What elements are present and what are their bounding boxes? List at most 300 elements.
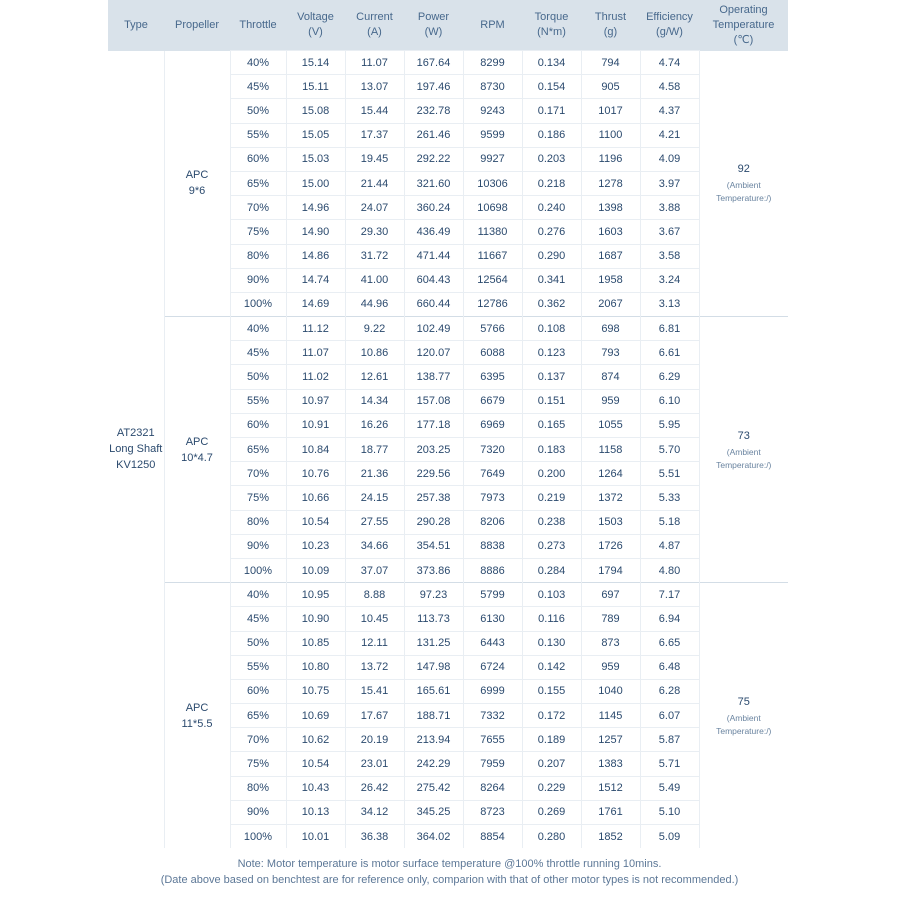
rpm-cell: 5799 [463, 583, 522, 607]
torque-cell: 0.116 [522, 607, 581, 631]
power-cell: 203.25 [404, 438, 463, 462]
motor-type-line: KV1250 [116, 459, 156, 472]
thrust-cell: 873 [581, 631, 640, 655]
rpm-cell: 6999 [463, 679, 522, 703]
efficiency-cell: 3.67 [640, 220, 699, 244]
power-cell: 102.49 [404, 317, 463, 341]
power-cell: 232.78 [404, 99, 463, 123]
voltage-cell: 10.95 [286, 583, 345, 607]
power-cell: 436.49 [404, 220, 463, 244]
header-type: Type [108, 0, 164, 51]
thrust-cell: 1512 [581, 776, 640, 800]
torque-cell: 0.103 [522, 583, 581, 607]
current-cell: 31.72 [345, 244, 404, 268]
thrust-cell: 905 [581, 75, 640, 99]
current-cell: 24.15 [345, 486, 404, 510]
rpm-cell: 7973 [463, 486, 522, 510]
throttle-cell: 55% [230, 655, 286, 679]
rpm-cell: 10306 [463, 171, 522, 195]
propeller-line: 9*6 [188, 185, 206, 198]
table-row [108, 51, 788, 75]
thrust-cell: 1852 [581, 825, 640, 849]
current-cell: 12.11 [345, 631, 404, 655]
propeller-line: APC [185, 435, 209, 448]
efficiency-cell: 6.81 [640, 317, 699, 341]
throttle-cell: 50% [230, 365, 286, 389]
motor-type-line: AT2321 [116, 427, 155, 440]
rpm-cell: 8730 [463, 75, 522, 99]
current-cell: 34.66 [345, 534, 404, 558]
rpm-cell: 8264 [463, 776, 522, 800]
voltage-cell: 14.74 [286, 268, 345, 292]
current-cell: 20.19 [345, 728, 404, 752]
note-line-1: Note: Motor temperature is motor surface temperature @100% throttle running 10mins. [237, 858, 662, 870]
thrust-cell: 1687 [581, 244, 640, 268]
throttle-cell: 65% [230, 438, 286, 462]
temperature-value: 75 [737, 695, 750, 708]
thrust-cell: 697 [581, 583, 640, 607]
current-cell: 14.34 [345, 389, 404, 413]
voltage-cell: 10.54 [286, 510, 345, 534]
rpm-cell: 10698 [463, 196, 522, 220]
throttle-cell: 70% [230, 462, 286, 486]
throttle-cell: 65% [230, 171, 286, 195]
efficiency-cell: 3.24 [640, 268, 699, 292]
rpm-cell: 8206 [463, 510, 522, 534]
thrust-cell: 1055 [581, 413, 640, 437]
propeller-line: APC [185, 169, 209, 182]
throttle-cell: 75% [230, 220, 286, 244]
power-cell: 213.94 [404, 728, 463, 752]
current-cell: 15.41 [345, 679, 404, 703]
efficiency-cell: 6.07 [640, 704, 699, 728]
throttle-cell: 60% [230, 147, 286, 171]
header-throttle: Throttle [230, 0, 286, 51]
efficiency-cell: 5.95 [640, 413, 699, 437]
torque-cell: 0.280 [522, 825, 581, 849]
torque-cell: 0.189 [522, 728, 581, 752]
torque-cell: 0.219 [522, 486, 581, 510]
power-cell: 229.56 [404, 462, 463, 486]
voltage-cell: 15.05 [286, 123, 345, 147]
torque-cell: 0.341 [522, 268, 581, 292]
voltage-cell: 15.00 [286, 171, 345, 195]
efficiency-cell: 6.29 [640, 365, 699, 389]
torque-cell: 0.362 [522, 292, 581, 316]
rpm-cell: 8299 [463, 51, 522, 75]
rpm-cell: 7332 [463, 704, 522, 728]
throttle-cell: 90% [230, 534, 286, 558]
thrust-cell: 1761 [581, 800, 640, 824]
thrust-cell: 1383 [581, 752, 640, 776]
thrust-cell: 789 [581, 607, 640, 631]
throttle-cell: 40% [230, 51, 286, 75]
torque-cell: 0.290 [522, 244, 581, 268]
header-temperature: Operating Temperature (℃) [699, 0, 788, 51]
propeller-line: APC [185, 701, 209, 714]
current-cell: 37.07 [345, 558, 404, 582]
current-cell: 34.12 [345, 800, 404, 824]
efficiency-cell: 7.17 [640, 583, 699, 607]
current-cell: 12.61 [345, 365, 404, 389]
temperature-note: (Ambient [726, 712, 761, 723]
temperature-note: (Ambient [726, 446, 761, 457]
voltage-cell: 10.13 [286, 800, 345, 824]
torque-cell: 0.203 [522, 147, 581, 171]
notes [108, 856, 791, 888]
efficiency-cell: 4.74 [640, 51, 699, 75]
torque-cell: 0.284 [522, 558, 581, 582]
thrust-cell: 1100 [581, 123, 640, 147]
header-thrust: Thrust (g) [581, 0, 640, 51]
throttle-cell: 55% [230, 389, 286, 413]
rpm-cell: 6679 [463, 389, 522, 413]
voltage-cell: 14.90 [286, 220, 345, 244]
throttle-cell: 70% [230, 728, 286, 752]
rpm-cell: 11380 [463, 220, 522, 244]
thrust-cell: 793 [581, 341, 640, 365]
rpm-cell: 6969 [463, 413, 522, 437]
current-cell: 16.26 [345, 413, 404, 437]
efficiency-cell: 3.88 [640, 196, 699, 220]
throttle-cell: 100% [230, 825, 286, 849]
voltage-cell: 14.96 [286, 196, 345, 220]
thrust-cell: 1017 [581, 99, 640, 123]
header-current: Current (A) [345, 0, 404, 51]
rpm-cell: 5766 [463, 317, 522, 341]
efficiency-cell: 6.10 [640, 389, 699, 413]
power-cell: 354.51 [404, 534, 463, 558]
power-cell: 147.98 [404, 655, 463, 679]
current-cell: 44.96 [345, 292, 404, 316]
power-cell: 242.29 [404, 752, 463, 776]
current-cell: 17.37 [345, 123, 404, 147]
efficiency-cell: 6.48 [640, 655, 699, 679]
efficiency-cell: 4.87 [640, 534, 699, 558]
propeller-cell [164, 583, 230, 849]
torque-cell: 0.154 [522, 75, 581, 99]
power-cell: 188.71 [404, 704, 463, 728]
power-cell: 165.61 [404, 679, 463, 703]
throttle-cell: 65% [230, 704, 286, 728]
rpm-cell: 7959 [463, 752, 522, 776]
thrust-cell: 1398 [581, 196, 640, 220]
torque-cell: 0.172 [522, 704, 581, 728]
throttle-cell: 50% [230, 99, 286, 123]
efficiency-cell: 6.65 [640, 631, 699, 655]
propeller-line: 10*4.7 [181, 451, 213, 464]
rpm-cell: 6130 [463, 607, 522, 631]
efficiency-cell: 6.94 [640, 607, 699, 631]
power-cell: 167.64 [404, 51, 463, 75]
torque-cell: 0.229 [522, 776, 581, 800]
thrust-cell: 1196 [581, 147, 640, 171]
torque-cell: 0.200 [522, 462, 581, 486]
note-line-2: (Date above based on benchtest are for reference only, comparion with that of other motor types is not recommended.) [160, 874, 739, 886]
voltage-cell: 10.84 [286, 438, 345, 462]
rpm-cell: 12564 [463, 268, 522, 292]
voltage-cell: 10.69 [286, 704, 345, 728]
power-cell: 604.43 [404, 268, 463, 292]
voltage-cell: 10.91 [286, 413, 345, 437]
efficiency-cell: 4.80 [640, 558, 699, 582]
throttle-cell: 90% [230, 800, 286, 824]
voltage-cell: 10.54 [286, 752, 345, 776]
current-cell: 10.45 [345, 607, 404, 631]
voltage-cell: 15.03 [286, 147, 345, 171]
torque-cell: 0.276 [522, 220, 581, 244]
rpm-cell: 6724 [463, 655, 522, 679]
current-cell: 23.01 [345, 752, 404, 776]
rpm-cell: 9599 [463, 123, 522, 147]
efficiency-cell: 5.18 [640, 510, 699, 534]
thrust-cell: 794 [581, 51, 640, 75]
efficiency-cell: 5.09 [640, 825, 699, 849]
temperature-cell [699, 51, 788, 317]
rpm-cell: 12786 [463, 292, 522, 316]
efficiency-cell: 5.87 [640, 728, 699, 752]
thrust-cell: 1794 [581, 558, 640, 582]
motor-type-line: Long Shaft [109, 443, 163, 456]
thrust-cell: 1726 [581, 534, 640, 558]
current-cell: 27.55 [345, 510, 404, 534]
throttle-cell: 40% [230, 317, 286, 341]
rpm-cell: 6395 [463, 365, 522, 389]
torque-cell: 0.186 [522, 123, 581, 147]
current-cell: 15.44 [345, 99, 404, 123]
temperature-value: 73 [737, 429, 750, 442]
current-cell: 13.07 [345, 75, 404, 99]
torque-cell: 0.137 [522, 365, 581, 389]
propeller-cell [164, 51, 230, 317]
thrust-cell: 1264 [581, 462, 640, 486]
motor-spec-table [108, 0, 788, 848]
header-efficiency: Efficiency (g/W) [640, 0, 699, 51]
thrust-cell: 959 [581, 389, 640, 413]
temperature-value: 92 [737, 163, 750, 176]
current-cell: 17.67 [345, 704, 404, 728]
current-cell: 41.00 [345, 268, 404, 292]
header-power: Power (W) [404, 0, 463, 51]
thrust-cell: 959 [581, 655, 640, 679]
torque-cell: 0.155 [522, 679, 581, 703]
power-cell: 257.38 [404, 486, 463, 510]
throttle-cell: 45% [230, 75, 286, 99]
thrust-cell: 1158 [581, 438, 640, 462]
rpm-cell: 9927 [463, 147, 522, 171]
torque-cell: 0.142 [522, 655, 581, 679]
torque-cell: 0.240 [522, 196, 581, 220]
header-rpm: RPM [463, 0, 522, 51]
temperature-note: Temperature:/) [716, 193, 772, 204]
voltage-cell: 11.12 [286, 317, 345, 341]
thrust-cell: 1145 [581, 704, 640, 728]
torque-cell: 0.165 [522, 413, 581, 437]
throttle-cell: 100% [230, 292, 286, 316]
current-cell: 26.42 [345, 776, 404, 800]
torque-cell: 0.183 [522, 438, 581, 462]
propeller-cell [164, 317, 230, 583]
power-cell: 360.24 [404, 196, 463, 220]
temperature-note: Temperature:/) [716, 725, 772, 736]
efficiency-cell: 3.97 [640, 171, 699, 195]
rpm-cell: 6443 [463, 631, 522, 655]
propeller-line: 11*5.5 [181, 717, 213, 730]
power-cell: 292.22 [404, 147, 463, 171]
current-cell: 9.22 [345, 317, 404, 341]
voltage-cell: 14.69 [286, 292, 345, 316]
power-cell: 197.46 [404, 75, 463, 99]
throttle-cell: 80% [230, 776, 286, 800]
thrust-cell: 1372 [581, 486, 640, 510]
current-cell: 21.36 [345, 462, 404, 486]
rpm-cell: 8723 [463, 800, 522, 824]
throttle-cell: 75% [230, 486, 286, 510]
torque-cell: 0.207 [522, 752, 581, 776]
current-cell: 13.72 [345, 655, 404, 679]
thrust-cell: 1257 [581, 728, 640, 752]
torque-cell: 0.108 [522, 317, 581, 341]
current-cell: 36.38 [345, 825, 404, 849]
voltage-cell: 10.76 [286, 462, 345, 486]
efficiency-cell: 6.61 [640, 341, 699, 365]
throttle-cell: 50% [230, 631, 286, 655]
thrust-cell: 2067 [581, 292, 640, 316]
throttle-cell: 100% [230, 558, 286, 582]
power-cell: 660.44 [404, 292, 463, 316]
efficiency-cell: 5.33 [640, 486, 699, 510]
thrust-cell: 698 [581, 317, 640, 341]
header-torque: Torque (N*m) [522, 0, 581, 51]
torque-cell: 0.123 [522, 341, 581, 365]
throttle-cell: 60% [230, 679, 286, 703]
voltage-cell: 10.62 [286, 728, 345, 752]
efficiency-cell: 6.28 [640, 679, 699, 703]
rpm-cell: 7649 [463, 462, 522, 486]
rpm-cell: 9243 [463, 99, 522, 123]
efficiency-cell: 5.70 [640, 438, 699, 462]
thrust-cell: 1040 [581, 679, 640, 703]
efficiency-cell: 5.51 [640, 462, 699, 486]
header-propeller: Propeller [164, 0, 230, 51]
thrust-cell: 1503 [581, 510, 640, 534]
power-cell: 290.28 [404, 510, 463, 534]
voltage-cell: 10.97 [286, 389, 345, 413]
torque-cell: 0.238 [522, 510, 581, 534]
voltage-cell: 15.08 [286, 99, 345, 123]
power-cell: 138.77 [404, 365, 463, 389]
torque-cell: 0.130 [522, 631, 581, 655]
temperature-cell [699, 583, 788, 849]
voltage-cell: 10.66 [286, 486, 345, 510]
header-voltage: Voltage (V) [286, 0, 345, 51]
power-cell: 261.46 [404, 123, 463, 147]
thrust-cell: 1958 [581, 268, 640, 292]
thrust-cell: 1603 [581, 220, 640, 244]
power-cell: 113.73 [404, 607, 463, 631]
voltage-cell: 15.11 [286, 75, 345, 99]
power-cell: 471.44 [404, 244, 463, 268]
torque-cell: 0.218 [522, 171, 581, 195]
voltage-cell: 10.09 [286, 558, 345, 582]
table-body [108, 51, 788, 849]
efficiency-cell: 4.09 [640, 147, 699, 171]
thrust-cell: 1278 [581, 171, 640, 195]
table-row [108, 317, 788, 341]
current-cell: 18.77 [345, 438, 404, 462]
throttle-cell: 45% [230, 607, 286, 631]
thrust-cell: 874 [581, 365, 640, 389]
temperature-cell [699, 317, 788, 583]
current-cell: 10.86 [345, 341, 404, 365]
efficiency-cell: 3.13 [640, 292, 699, 316]
power-cell: 97.23 [404, 583, 463, 607]
temperature-note: (Ambient [726, 180, 761, 191]
torque-cell: 0.151 [522, 389, 581, 413]
current-cell: 11.07 [345, 51, 404, 75]
power-cell: 177.18 [404, 413, 463, 437]
voltage-cell: 10.23 [286, 534, 345, 558]
current-cell: 24.07 [345, 196, 404, 220]
rpm-cell: 8854 [463, 825, 522, 849]
voltage-cell: 10.85 [286, 631, 345, 655]
power-cell: 373.86 [404, 558, 463, 582]
rpm-cell: 7655 [463, 728, 522, 752]
rpm-cell: 8886 [463, 558, 522, 582]
throttle-cell: 80% [230, 510, 286, 534]
voltage-cell: 11.02 [286, 365, 345, 389]
throttle-cell: 75% [230, 752, 286, 776]
power-cell: 345.25 [404, 800, 463, 824]
throttle-cell: 80% [230, 244, 286, 268]
rpm-cell: 11667 [463, 244, 522, 268]
voltage-cell: 14.86 [286, 244, 345, 268]
rpm-cell: 7320 [463, 438, 522, 462]
voltage-cell: 10.01 [286, 825, 345, 849]
voltage-cell: 11.07 [286, 341, 345, 365]
power-cell: 120.07 [404, 341, 463, 365]
voltage-cell: 10.75 [286, 679, 345, 703]
power-cell: 275.42 [404, 776, 463, 800]
voltage-cell: 10.90 [286, 607, 345, 631]
efficiency-cell: 4.37 [640, 99, 699, 123]
voltage-cell: 15.14 [286, 51, 345, 75]
torque-cell: 0.171 [522, 99, 581, 123]
efficiency-cell: 4.58 [640, 75, 699, 99]
throttle-cell: 70% [230, 196, 286, 220]
power-cell: 131.25 [404, 631, 463, 655]
efficiency-cell: 5.49 [640, 776, 699, 800]
efficiency-cell: 3.58 [640, 244, 699, 268]
current-cell: 19.45 [345, 147, 404, 171]
table-row [108, 583, 788, 607]
efficiency-cell: 5.71 [640, 752, 699, 776]
power-cell: 157.08 [404, 389, 463, 413]
throttle-cell: 40% [230, 583, 286, 607]
current-cell: 29.30 [345, 220, 404, 244]
current-cell: 8.88 [345, 583, 404, 607]
efficiency-cell: 4.21 [640, 123, 699, 147]
throttle-cell: 45% [230, 341, 286, 365]
power-cell: 321.60 [404, 171, 463, 195]
voltage-cell: 10.80 [286, 655, 345, 679]
current-cell: 21.44 [345, 171, 404, 195]
efficiency-cell: 5.10 [640, 800, 699, 824]
temperature-note: Temperature:/) [716, 459, 772, 470]
rpm-cell: 8838 [463, 534, 522, 558]
header-row [108, 0, 788, 51]
motor-type-cell [108, 51, 164, 849]
